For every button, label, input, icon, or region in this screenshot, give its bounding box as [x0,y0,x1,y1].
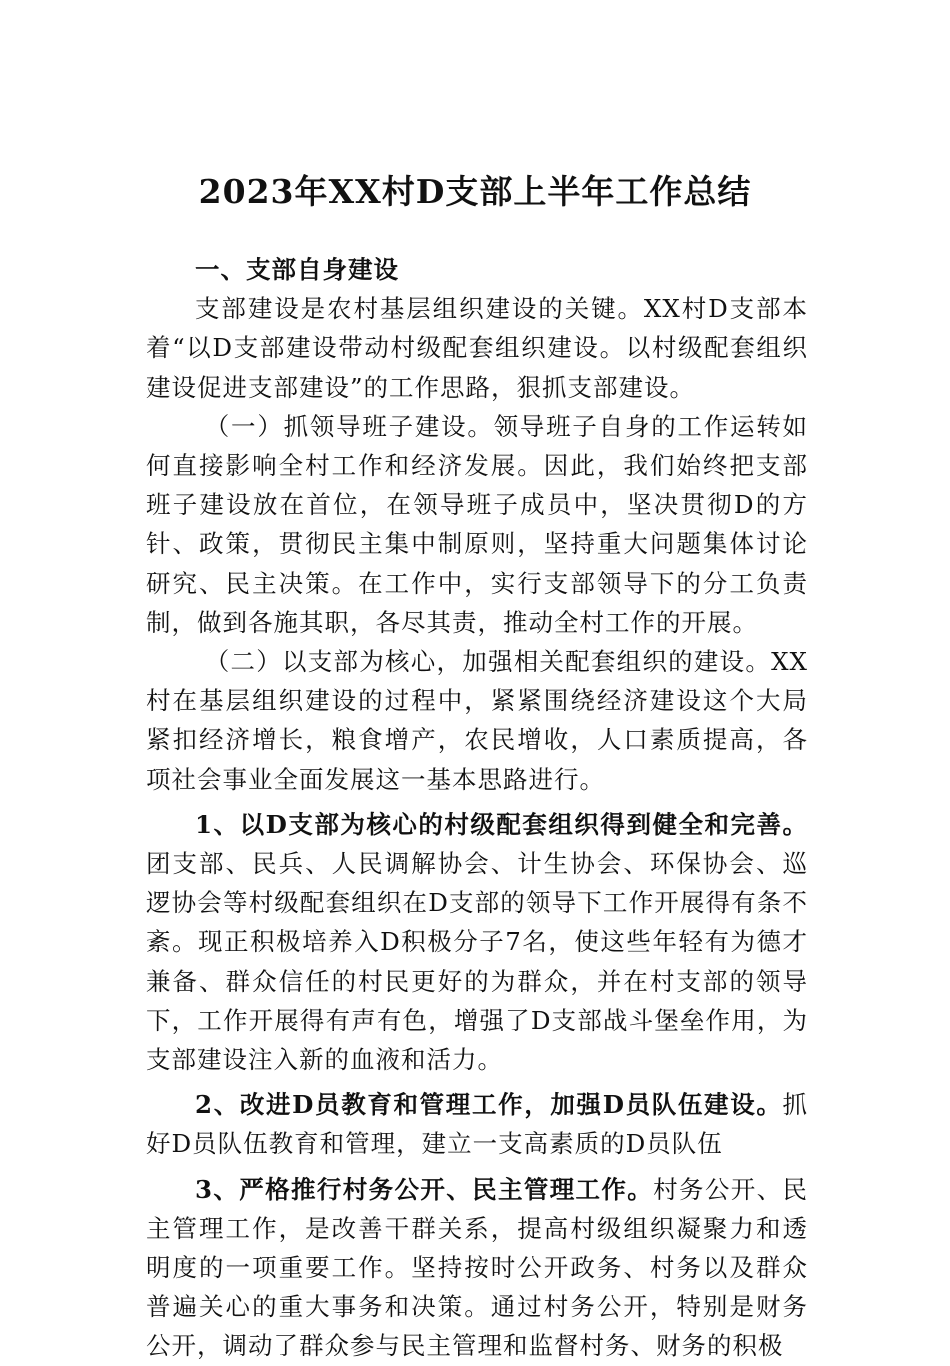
subsection-2-paragraph: （二）以支部为核心，加强相关配套组织的建设。XX村在基层组织建设的过程中，紧紧围绕经济建设这个大局紧扣经济增长，粮食增产，农民增收，人口素质提高，各项社会事业全面发展这一基本思路进行。 [146,647,808,794]
item-2-text: 抓好D员队伍教育和管理，建立一支高素质的D员队伍 [146,1090,808,1159]
item-2-heading: 2、改进D员教育和管理工作，加强D员队伍建设。 [195,1090,783,1120]
item-1-heading: 1、以D支部为核心的村级配套组织得到健全和完善。 [195,809,808,839]
document-body [146,250,808,1366]
item-3-heading: 3、严格推行村务公开、民主管理工作。 [195,1174,654,1204]
intro-paragraph: 支部建设是农村基层组织建设的关键。XX村D支部本着“以D支部建设带动村级配套组织建设。以村级配套组织建设促进支部建设”的工作思路，狠抓支部建设。 [146,294,808,402]
item-3-text: 村务公开、民主管理工作，是改善干群关系，提高村级组织凝聚力和透明度的一项重要工作。坚持按时公开政务、村务以及群众普遍关心的重大事务和决策。通过村务公开，特别是财务公开，调动了群众参与民主管理和监督村务、财务的积极 [146,1174,809,1361]
document-title: 2023年XX村D支部上半年工作总结 [198,172,752,211]
item-1-paragraph [146,805,808,1079]
subsection-1-paragraph: （一）抓领导班子建设。领导班子自身的工作运转如何直接影响全村工作和经济发展。因此，我们始终把支部班子建设放在首位，在领导班子成员中，坚决贯彻D的方针、政策，贯彻民主集中制原则，坚持重大问题集体讨论研究、民主决策。在工作中，实行支部领导下的分工负责制，做到各施其职，各尽其责，推动全村工作的开展。 [146,411,808,637]
section-heading: 一、支部自身建设 [195,255,399,284]
item-2-paragraph [146,1085,808,1163]
item-1-text: 团支部、民兵、人民调解协会、计生协会、环保协会、巡逻协会等村级配套组织在D支部的领导下工作开展得有条不紊。现正积极培养入D积极分子7名，使这些年轻有为德才兼备、群众信任的村民更好的为群众，并在村支部的领导下，工作开展得有声有色，增强了D支部战斗堡垒作用，为支部建设注入新的血液和活力。 [146,849,808,1075]
item-3-paragraph [146,1170,808,1366]
